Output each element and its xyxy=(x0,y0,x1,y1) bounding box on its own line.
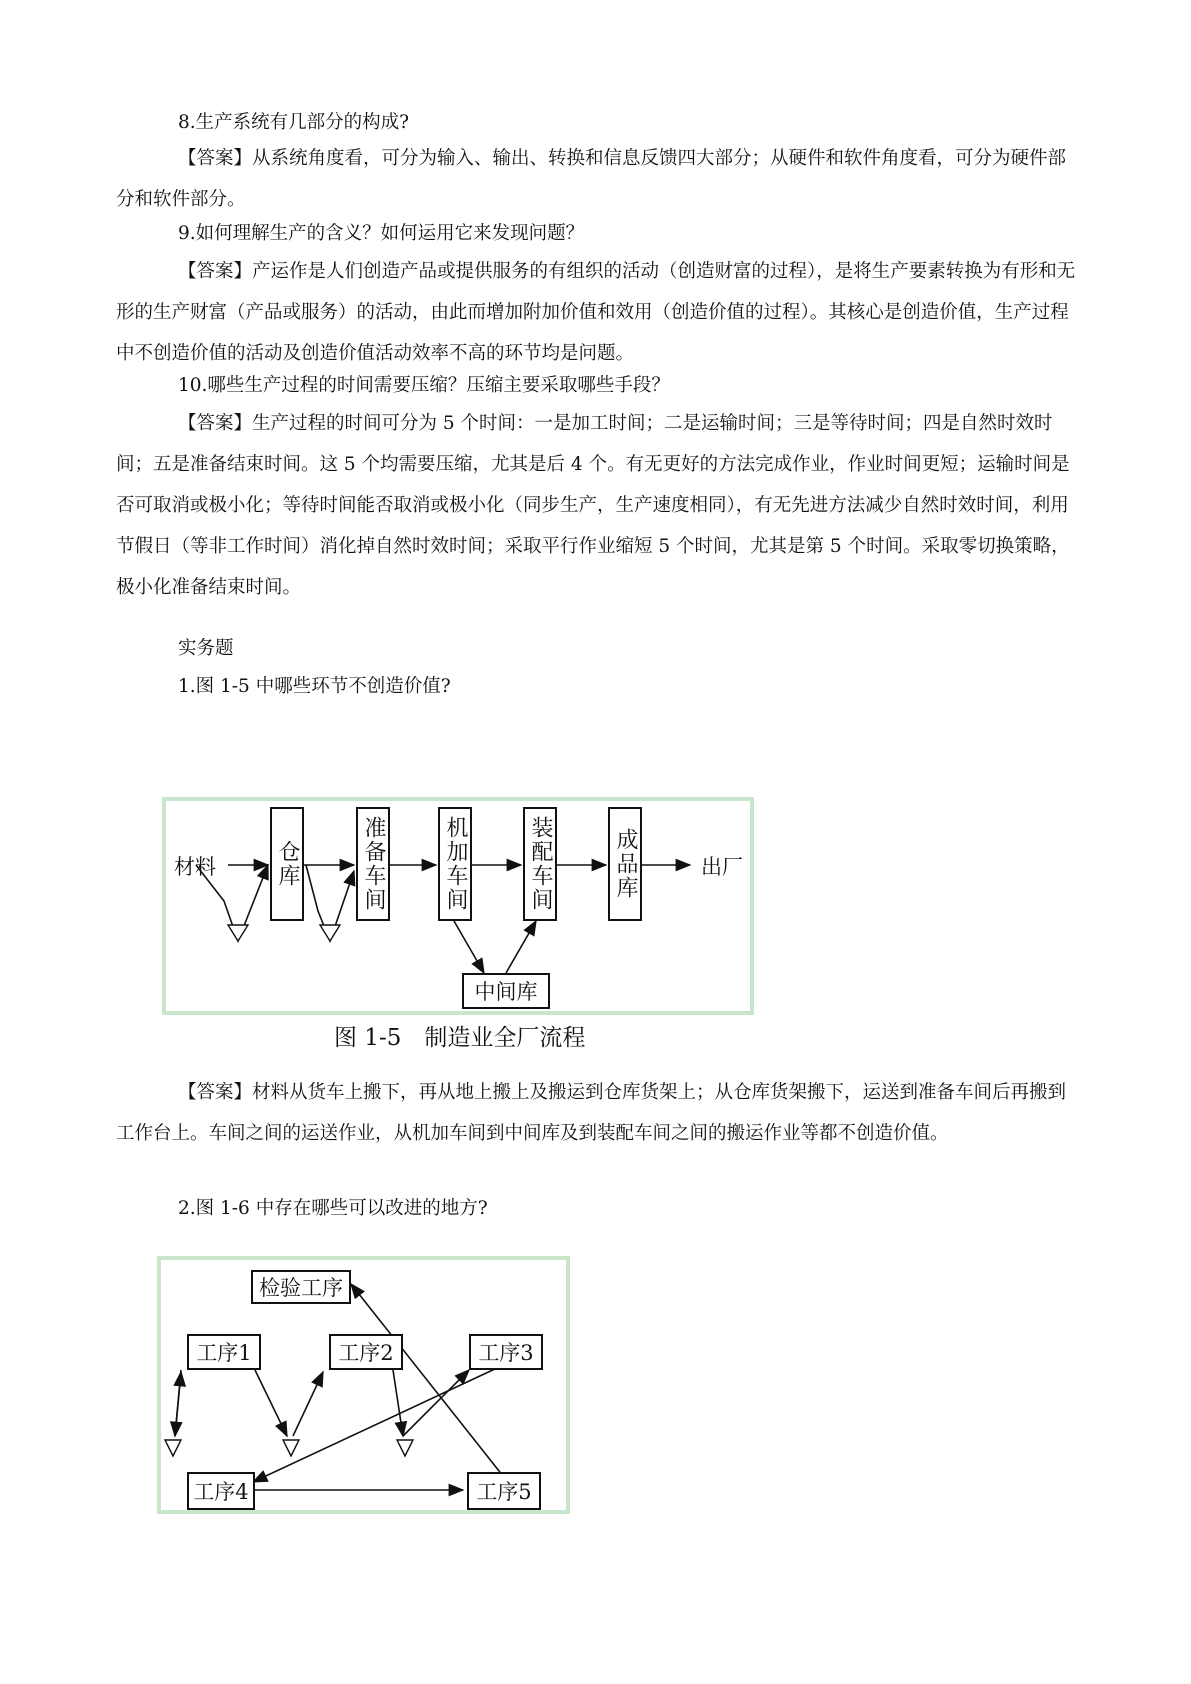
step-3-box: 工序3 xyxy=(469,1334,543,1370)
input-material-label: 材料 xyxy=(174,855,216,879)
finished-goods-box: 成品库 xyxy=(608,807,642,921)
warehouse-box: 仓库 xyxy=(270,807,304,921)
answer-9: 【答案】产运作是人们创造产品或提供服务的有组织的活动（创造财富的过程），是将生产要素转换为有形和无形的生产财富（产品或服务）的活动，由此而增加附加价值和效用（创造价值的过程）。其核心是创造价值，生产过程中不创造价值的活动及创造价值活动效率不高的环节均是问题。 xyxy=(116,261,1076,364)
answer-8: 【答案】从系统角度看，可分为输入、输出、转换和信息反馈四大部分；从硬件和软件角度看，可分为硬件部分和软件部分。 xyxy=(116,148,1067,210)
prep-workshop-box: 准备车间 xyxy=(356,807,390,921)
figure-1-5 xyxy=(162,797,754,1015)
step-2-box: 工序2 xyxy=(329,1334,403,1370)
figure-1-6 xyxy=(157,1256,570,1514)
step-5-box: 工序5 xyxy=(467,1472,541,1510)
intermediate-storage-box: 中间库 xyxy=(462,973,550,1009)
step-1-box: 工序1 xyxy=(187,1334,261,1370)
answer-10: 【答案】生产过程的时间可分为 5 个时间：一是加工时间；二是运输时间；三是等待时间；四是自然时效时间；五是准备结束时间。这 5 个均需要压缩，尤其是后 4 个。有无更好的方法完成作业，作业时间更短；运输时间是否可取消或极小化；等待时间能否取消或极小化（同步生产，生产速度相同），有无先进方法减少自然时效时间，利用节假日（等非工作时间）消化掉自然时效时间；采取平行作业缩短 5 个时间，尤其是第 5 个时间。采取零切换策略，极小化准备结束时间。 xyxy=(116,413,1070,598)
output-label: 出厂 xyxy=(701,855,743,879)
question-9: 9.如何理解生产的含义？如何运用它来发现问题？ xyxy=(178,223,585,244)
assembly-workshop-box: 装配车间 xyxy=(523,807,557,921)
step-4-box: 工序4 xyxy=(187,1472,255,1510)
section-heading: 实务题 xyxy=(178,638,234,659)
question-10: 10.哪些生产过程的时间需要压缩？压缩主要采取哪些手段？ xyxy=(178,375,670,396)
question-8: 8.生产系统有几部分的构成? xyxy=(178,112,410,133)
machining-workshop-box: 机加车间 xyxy=(438,807,472,921)
inspection-step-box: 检验工序 xyxy=(251,1270,351,1304)
figure-1-5-caption: 图 1-5 制造业全厂流程 xyxy=(334,1025,586,1051)
practice-question-2: 2.图 1-6 中存在哪些可以改进的地方? xyxy=(178,1198,488,1219)
practice-question-1: 1.图 1-5 中哪些环节不创造价值? xyxy=(178,676,451,697)
practice-answer-1: 【答案】材料从货车上搬下，再从地上搬上及搬运到仓库货架上；从仓库货架搬下，运送到准备车间后再搬到工作台上。车间之间的运送作业，从机加车间到中间库及到装配车间之间的搬运作业等都不创造价值。 xyxy=(116,1082,1067,1144)
